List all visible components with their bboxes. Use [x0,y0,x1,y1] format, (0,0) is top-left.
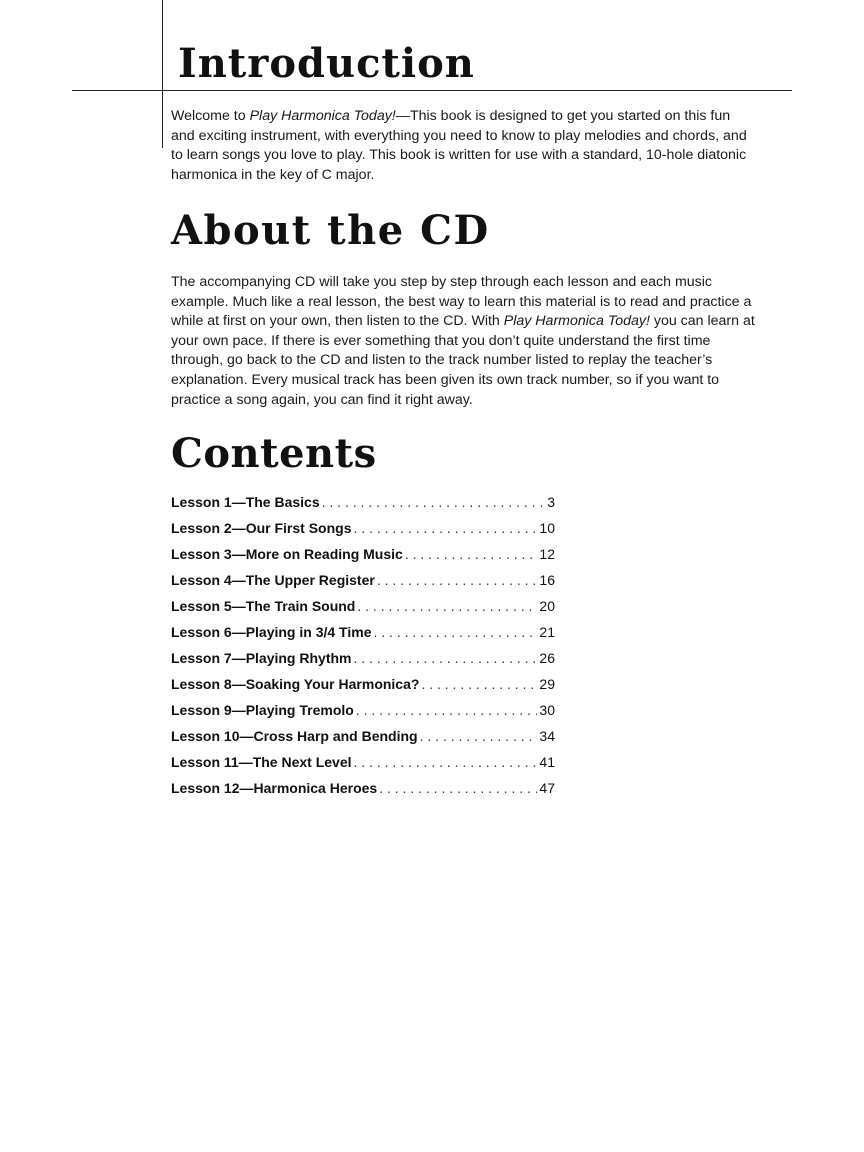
toc-entry [171,650,555,676]
toc-entry [171,572,555,598]
toc-entry-page: 47 [539,780,555,796]
dot-leader [356,702,538,718]
dot-leader [322,494,543,510]
toc-entry-page: 3 [547,494,555,510]
dot-leader [373,624,537,640]
dot-leader [420,728,538,744]
toc-entry [171,546,555,572]
toc-entry-title: Lesson 3—More on Reading Music [171,546,403,562]
toc-entry-page: 26 [539,650,555,666]
toc-entry [171,702,555,728]
book-title: Play Harmonica Today! [503,313,650,330]
about-cd-text-start: The accompanying CD will take you step by step through each lesson and each music example. Much like a real lesson, the best way to learn this material is to read and practice a while at first on your own, then listen to the CD. With [171,274,752,330]
dot-leader [354,754,538,770]
toc-entry-title: Lesson 7—Playing Rhythm [171,650,352,666]
toc-entry-page: 29 [539,676,555,692]
dot-leader [421,676,537,692]
toc-entry-title: Lesson 10—Cross Harp and Bending [171,728,418,744]
toc-entry [171,676,555,702]
toc-entry-page: 41 [539,754,555,770]
toc-entry [171,754,555,780]
toc-entry-title: Lesson 11—The Next Level [171,754,352,770]
introduction-heading: Introduction [178,40,475,87]
toc-entry-title: Lesson 5—The Train Sound [171,598,356,614]
toc-entry [171,780,555,806]
introduction-text-end: —This book is designed to get you started on this fun and exciting instrument, with everything you need to know to play melodies and chords, and to learn songs you love to play. This book is written for use with a standard, 10-hole diatonic harmonica in the key of C major. [171,108,747,183]
toc-entry-page: 20 [539,598,555,614]
contents-heading: Contents [171,430,377,477]
vertical-rule [162,0,163,148]
toc-entry-title: Lesson 1—The Basics [171,494,320,510]
book-title: Play Harmonica Today! [249,108,396,124]
toc-entry-title: Lesson 8—Soaking Your Harmonica? [171,676,420,692]
dot-leader [405,546,538,562]
toc-entry-page: 12 [539,546,555,562]
toc-entry [171,494,555,520]
toc-entry [171,728,555,754]
about-cd-paragraph [171,273,756,410]
toc-entry-page: 34 [539,728,555,744]
horizontal-rule [72,90,792,91]
dot-leader [353,520,537,536]
dot-leader [357,598,537,614]
toc-entry-title: Lesson 6—Playing in 3/4 Time [171,624,372,640]
toc-entry-page: 30 [539,702,555,718]
dot-leader [377,572,538,588]
introduction-text-start: Welcome to [171,108,250,124]
toc-entry-page: 10 [539,520,555,536]
toc-entry-page: 16 [539,572,555,588]
toc-entry-title: Lesson 12—Harmonica Heroes [171,780,378,796]
dot-leader [379,780,537,796]
toc-entry [171,624,555,650]
about-cd-text-end: you can learn at your own pace. If there is ever something that you don’t quite understand the first time through, go back to the CD and listen to the track number listed to replay the teacher’s explanation. Every musical track has been given its own track number, so if you want to practice a song again, you can find it right away. [171,313,755,408]
introduction-paragraph [171,107,756,185]
toc-entry [171,598,555,624]
dot-leader [353,650,537,666]
toc-entry [171,520,555,546]
about-cd-heading: About the CD [171,207,490,254]
toc-entry-title: Lesson 9—Playing Tremolo [171,702,354,718]
table-of-contents [171,494,555,806]
toc-entry-title: Lesson 4—The Upper Register [171,572,375,588]
toc-entry-title: Lesson 2—Our First Songs [171,520,352,536]
toc-entry-page: 21 [539,624,555,640]
